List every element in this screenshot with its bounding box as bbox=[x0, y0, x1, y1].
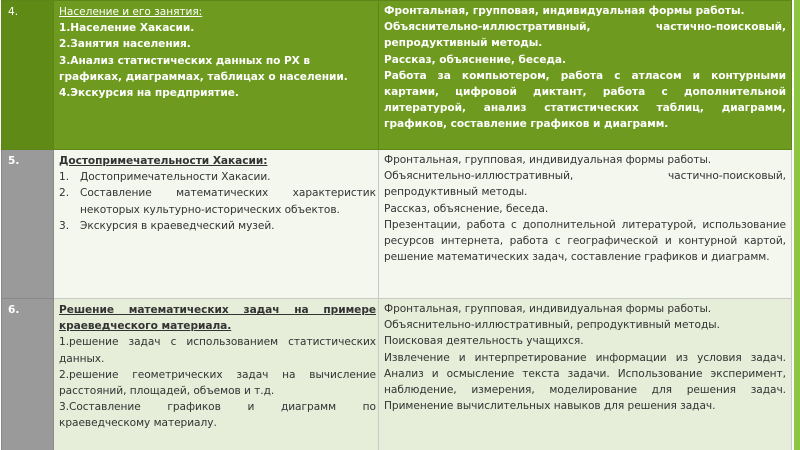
list-item-text: Экскурсия в краеведческий музей. bbox=[80, 219, 275, 232]
row-number: 4. bbox=[2, 1, 54, 150]
list-marker: 1. bbox=[59, 171, 70, 184]
methods-line: Извлечение и интерпретирование информации из условия задач. Анализ и осмысление текста задачи. Использование эксперимент, наблюдение, измерения, моделирование для решения задач. Применение вычислительных навыков для решения задач. bbox=[384, 351, 786, 413]
topic-cell bbox=[54, 150, 379, 299]
methods-cell bbox=[379, 150, 792, 299]
list-item bbox=[59, 185, 376, 217]
list-item-text: Составление математических характеристик некоторых культурно-исторических объектов. bbox=[80, 187, 376, 216]
methods-line: Презентации, работа с дополнительной литературой, использование ресурсов интернета, работа с географической и контурной картой, решение математических задач, составление графиков и диаграмм. bbox=[384, 218, 786, 264]
topic-title: Население и его занятия: bbox=[59, 6, 203, 18]
topic-line: 4.Экскурсия на предприятие. bbox=[59, 87, 239, 100]
methods-line: Рассказ, объяснение, беседа. bbox=[384, 53, 566, 66]
topic-line: 2.Занятия населения. bbox=[59, 38, 191, 51]
topic-cell bbox=[54, 299, 379, 450]
lesson-plan-table bbox=[1, 0, 792, 450]
topic-cell bbox=[54, 1, 379, 150]
list-item bbox=[59, 218, 376, 234]
table-row bbox=[2, 1, 792, 150]
list-marker: 2. bbox=[59, 187, 70, 200]
row-number: 5. bbox=[2, 150, 54, 299]
topic-title: Достопримечательности Хакасии: bbox=[59, 155, 268, 167]
methods-line: Объяснительно-иллюстративный, репродуктивный методы. bbox=[384, 319, 720, 332]
topic-line: 1.решение задач с использованием статистических данных. bbox=[59, 336, 376, 365]
methods-line: Объяснительно-иллюстративный, частично-поисковый, репродуктивный методы. bbox=[384, 21, 786, 50]
topic-list bbox=[59, 169, 376, 234]
topic-line: 2.решение геометрических задач на вычисление расстояний, площадей, объемов и т.д. bbox=[59, 368, 376, 398]
topic-line: 1.Население Хакасии. bbox=[59, 22, 195, 35]
methods-line: Рассказ, объяснение, беседа. bbox=[384, 202, 549, 215]
methods-cell bbox=[379, 299, 792, 450]
methods-line: Объяснительно-иллюстративный, частично-поисковый, репродуктивный методы. bbox=[384, 170, 786, 199]
methods-line: Фронтальная, групповая, индивидуальная формы работы. bbox=[384, 154, 712, 166]
topic-title: Решение математических задач на примере краеведческого материала. bbox=[59, 304, 376, 333]
row-number: 6. bbox=[2, 299, 54, 450]
list-item bbox=[59, 169, 376, 185]
methods-line: Фронтальная, групповая, индивидуальная формы работы. bbox=[384, 303, 712, 315]
list-item-text: Достопримечательности Хакасии. bbox=[80, 171, 271, 184]
table-row bbox=[2, 299, 792, 450]
methods-line: Поисковая деятельность учащихся. bbox=[384, 335, 584, 348]
methods-line: Фронтальная, групповая, индивидуальная формы работы. bbox=[384, 5, 745, 17]
table-row bbox=[2, 150, 792, 299]
topic-line: 3.Анализ статистических данных по РХ в графиках, диаграммах, таблицах о населении. bbox=[59, 54, 348, 83]
methods-cell bbox=[379, 1, 792, 150]
slide-accent-bar bbox=[794, 0, 800, 450]
list-marker: 3. bbox=[59, 219, 70, 232]
methods-line: Работа за компьютером, работа с атласом и контурными картами, цифровой диктант, работа с дополнительной литературой, анализ статистических таблиц, диаграмм, графиков, составление графиков и диаграмм. bbox=[384, 69, 786, 131]
topic-line: 3.Составление графиков и диаграмм по краеведческому материалу. bbox=[59, 401, 376, 430]
